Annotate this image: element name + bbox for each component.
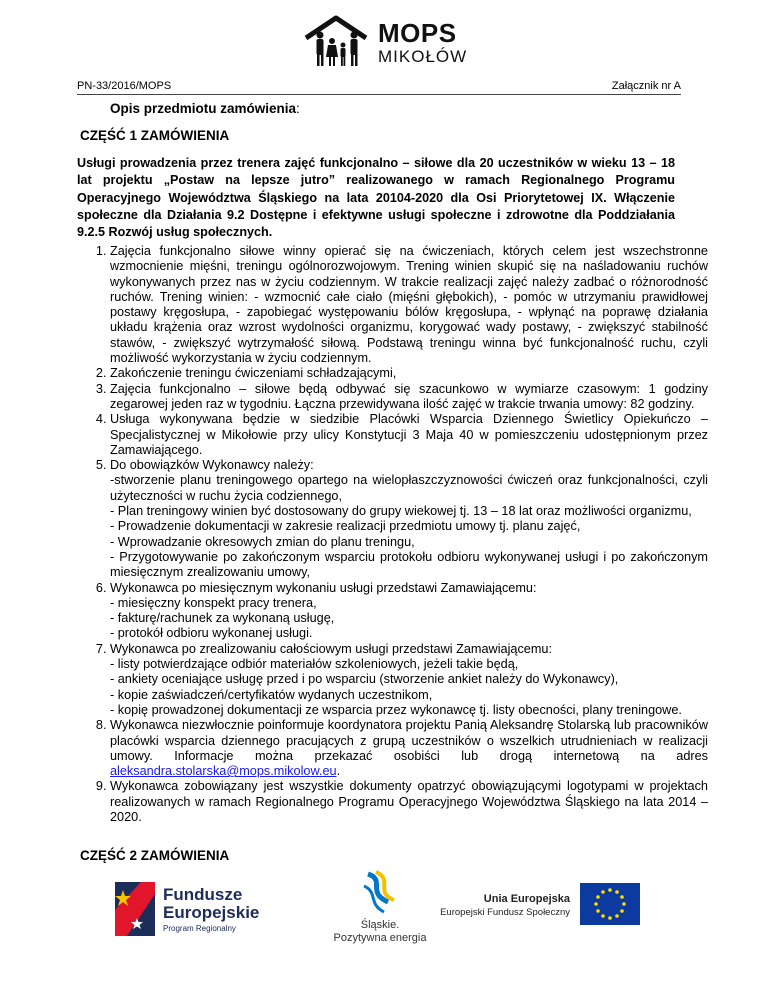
list-item bbox=[110, 642, 708, 718]
list-item bbox=[110, 366, 708, 381]
item-end: . bbox=[336, 764, 341, 779]
item-text: Zajęcia funkcjonalno – siłowe będą odbywać się szacunkowo w wymiarze czasowym: 1 godziny zegarowej jeden raz w tygodniu. Łączna przewidywana ilość zajęć w trakcie trwania umowy: 82 godziny. bbox=[110, 381, 708, 411]
subject-line bbox=[110, 101, 300, 116]
sl-line1: Śląskie. bbox=[360, 919, 400, 931]
sub-item: - miesięczny konspekt pracy trenera, bbox=[110, 595, 317, 610]
sub-item: -stworzenie planu treningowego opartego na wielopłaszczyznowości ćwiczeń oraz funkcjonalności, czyli użyteczności w ruchu życia codziennego, bbox=[110, 473, 708, 503]
item-heading: 6. Wykonawca po miesięcznym wykonaniu usługi przedstawi Zamawiającemu: bbox=[110, 580, 537, 595]
requirements-list bbox=[77, 244, 708, 825]
list-item bbox=[110, 581, 708, 642]
sub-item: - Przygotowywanie po zakończonym wsparciu protokołu odbioru wykonywanej usługi i po zakończonym miesięcznym zrealizowaniu umowy, bbox=[110, 549, 708, 580]
part2-heading: CZĘŚĆ 2 ZAMÓWIENIA bbox=[80, 848, 230, 863]
intro-paragraph: Usługi prowadzenia przez trenera zajęć funkcjonalno – siłowe dla 20 uczestników w wieku 13 – 18 lat projektu „Postaw na lepsze jutro” realizowanego w ramach Regionalnego Programu Operacyjnego Województwa Śląskiego na lata 20104-2020 dla Osi Priorytetowej IX. Włączenie społeczne dla Działania 9.2 Dostępne i efektywne usługi społeczne i zdrowotne dla Poddziałania 9.2.5 Rozwój usług społecznych. bbox=[77, 156, 675, 240]
sub-item: - kopię prowadzonej dokumentacji ze wsparcia przez wykonawcę tj. listy obecności, plany treningowe. bbox=[110, 702, 682, 717]
list-item bbox=[110, 412, 708, 458]
sub-item: - protokół odbioru wykonanej usługi. bbox=[110, 626, 313, 641]
slaskie-wave-icon bbox=[360, 870, 400, 914]
sub-item: - listy potwierdzające odbiór materiałów szkoleniowych, jeżeli takie będą, bbox=[110, 657, 519, 672]
item-heading: 5. Do obowiązków Wykonawcy należy: bbox=[110, 458, 314, 473]
sub-item: - ankiety oceniające usługę przed i po wsparciu (stworzenie ankiet należy do Wykonawcy), bbox=[110, 672, 619, 687]
mops-logo bbox=[300, 12, 468, 70]
list-item bbox=[110, 382, 708, 413]
subject-label: Opis przedmiotu zamówienia bbox=[110, 101, 297, 116]
header-divider bbox=[77, 94, 681, 95]
sub-item: - Wprowadzanie okresowych zmian do planu treningu, bbox=[110, 534, 415, 549]
fundusze-europejskie-logo bbox=[113, 880, 260, 938]
sub-item: - Prowadzenie dokumentacji w zakresie realizacji przedmiotu umowy tj. planu zajęć, bbox=[110, 519, 581, 534]
list-item bbox=[110, 458, 708, 580]
list-item bbox=[110, 718, 708, 779]
attachment-label: Załącznik nr A bbox=[611, 80, 681, 92]
item-text: Wykonawca niezwłocznie poinformuje koordynatora projektu Panią Aleksandrę Stolarską lub pracowników placówki wsparcia dziennego pracujących z grupą uczestników o wszelkich utrudnieniach w realizacji umowy. Informacje można przekazać osobiści lub drogą internetową na adres bbox=[110, 718, 708, 763]
family-house-icon bbox=[300, 12, 375, 70]
list-item bbox=[110, 244, 708, 366]
ue-line1: Unia Europejska bbox=[483, 893, 570, 905]
item-heading: 7. Wykonawca po zrealizowaniu całościowym usługi przedstawi Zamawiającemu: bbox=[110, 641, 553, 656]
fe-line1: Fundusze bbox=[163, 885, 243, 904]
part1-heading: CZĘŚĆ 1 ZAMÓWIENIA bbox=[80, 128, 230, 143]
item-text: Zakończenie treningu ćwiczeniami schładzającymi, bbox=[110, 366, 397, 381]
sl-line2: Pozytywna energia bbox=[333, 932, 427, 944]
email-link[interactable]: aleksandra.stolarska@mops.mikolow.eu bbox=[110, 764, 337, 779]
fe-line2: Europejskie bbox=[163, 903, 260, 922]
subject-suffix: : bbox=[296, 101, 300, 116]
document-reference: PN-33/2016/MOPS bbox=[77, 80, 172, 92]
unia-europejska-logo bbox=[440, 883, 640, 933]
item-text: Zajęcia funkcjonalno siłowe winny opierać się na ćwiczeniach, których celem jest wszechstronne wzmocnienie mięśni, treningu ogólnorozwojowym. Trening winien skupić się na naśladowaniu ruchów wykonywanych przez nas w życiu codziennym. W trakcie realizacji zajęć należy zadbać o różnorodność ruchów. Trening winien: - wzmocnić całe ciało (mięśni głębokich), - pomóc w utrzymaniu prawidłowej postawy kręgosłupa, - zapobiegać występowaniu bólów kręgosłupa, - wpłynąć na poprawę działania układu krążenia oraz wzrost wydolności organizmu, korygować wady postawy, - zwiększyć stabilność stawów, - zwiększyć wytrzymałość siłową. Podstawą treningu winna być funkcjonalność ruchu, czyli możliwość wykorzystania w życiu codziennym. bbox=[110, 244, 708, 366]
eu-flag-icon bbox=[580, 883, 640, 925]
sub-item: - kopie zaświadczeń/certyfikatów wydanych uczestnikom, bbox=[110, 687, 433, 702]
fe-line3: Program Regionalny bbox=[163, 924, 236, 933]
list-item bbox=[110, 779, 708, 825]
sub-item: - fakturę/rachunek za wykonaną usługę, bbox=[110, 611, 335, 626]
fe-stars-icon bbox=[113, 880, 157, 938]
ue-line2: Europejski Fundusz Społeczny bbox=[440, 907, 570, 918]
logo-city: MIKOŁÓW bbox=[378, 47, 468, 66]
logo-name: MOPS bbox=[378, 18, 457, 48]
item-text: Usługa wykonywana będzie w siedzibie Placówki Wsparcia Dziennego Świetlicy Opiekuńczo – Specjalistycznej w Mikołowie przy ulicy Konstytucji 3 Maja 40 w pomieszczeniu udostępnionym przez Zamawiającego. bbox=[110, 412, 708, 457]
sub-item: - Plan treningowy winien być dostosowany do grupy wiekowej tj. 13 – 18 lat oraz możliwości organizmu, bbox=[110, 504, 692, 519]
item-text: Wykonawca zobowiązany jest wszystkie dokumenty opatrzyć obowiązującymi logotypami w projektach realizowanych w ramach Regionalnego Programu Operacyjnego Województwa Śląskiego na lata 2014 – 2020. bbox=[110, 779, 708, 824]
